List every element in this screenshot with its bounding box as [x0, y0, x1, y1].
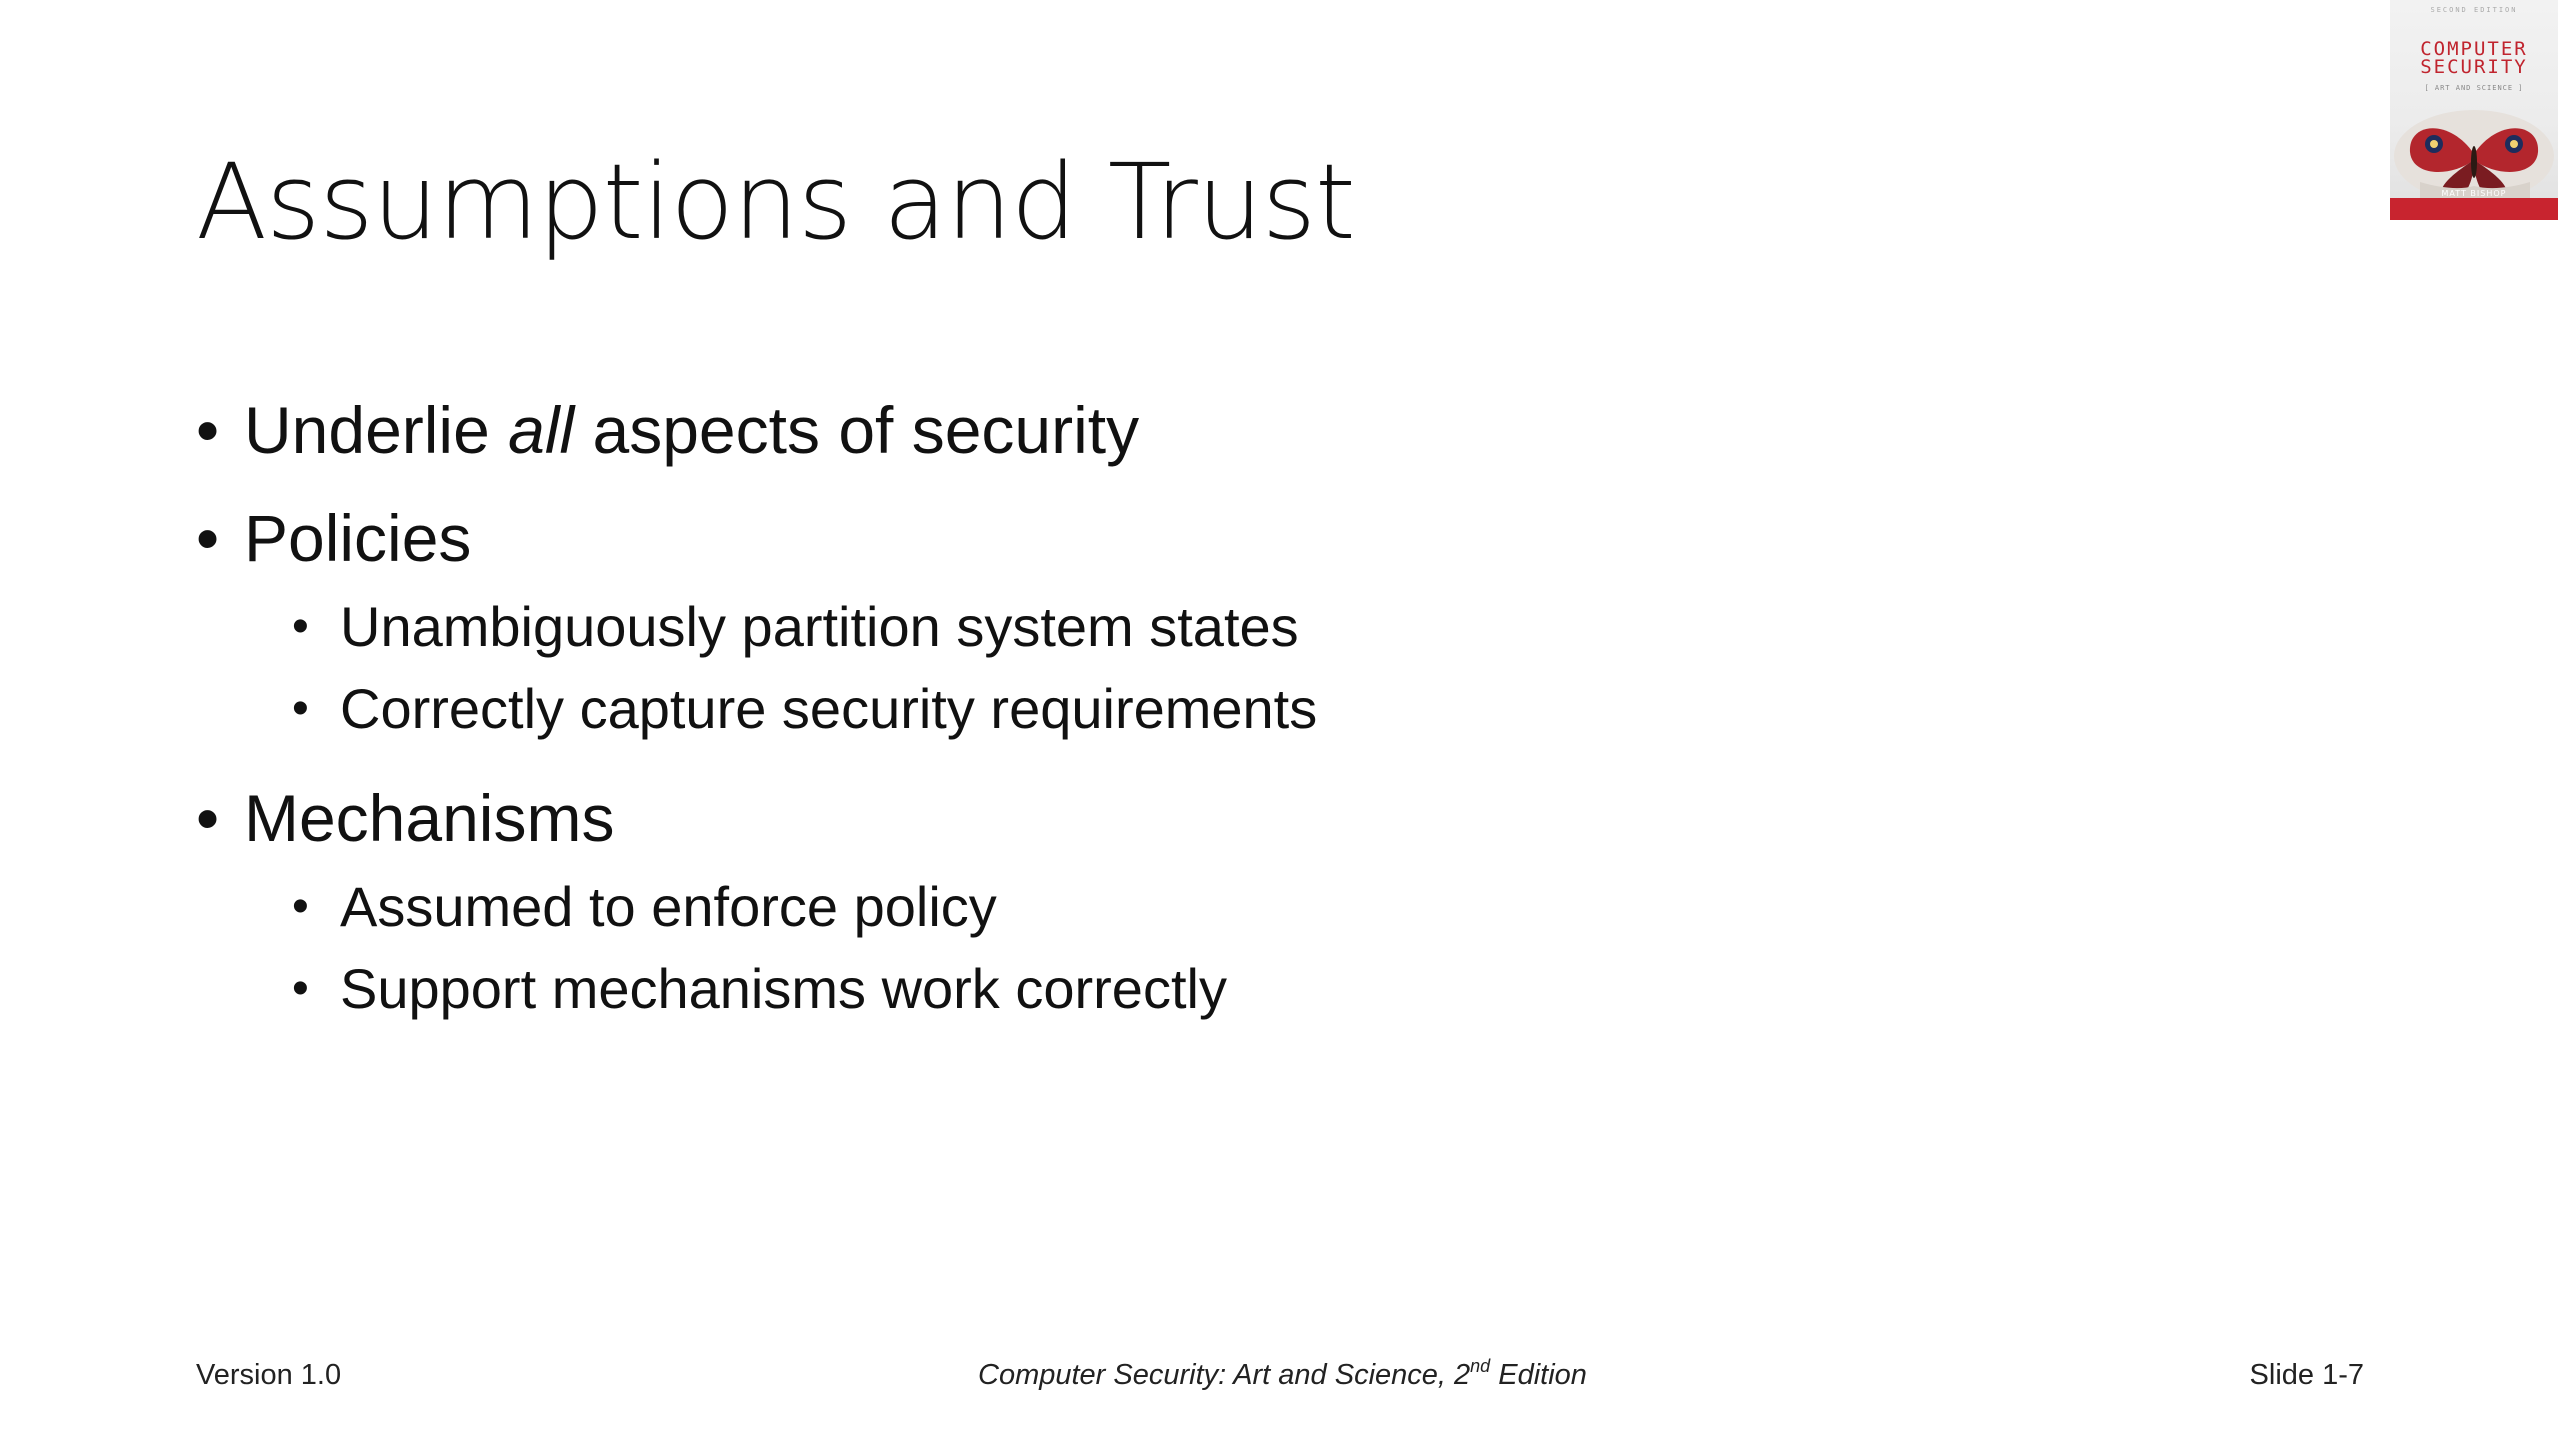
bullet-text: Mechanisms — [244, 781, 615, 855]
sub-bullet-marker: • — [292, 880, 309, 933]
sub-bullet-text: Correctly capture security requirements — [340, 677, 1318, 740]
bullet-list — [196, 390, 1696, 1058]
cover-author: MATT BISHOP — [2441, 189, 2507, 198]
bullet-mechanisms — [196, 778, 1696, 1030]
footer-book-title-tail: Edition — [1490, 1359, 1587, 1391]
sub-bullet-marker: • — [292, 600, 309, 653]
sub-bullet-list — [292, 586, 1696, 750]
sub-bullet-item — [292, 948, 1696, 1030]
footer-version: Version 1.0 — [196, 1359, 342, 1391]
bullet-text: Policies — [244, 501, 472, 575]
sub-bullet-list — [292, 866, 1696, 1030]
cover-title-line1: COMPUTER — [2420, 38, 2528, 60]
sub-bullet-item — [292, 586, 1696, 668]
footer-book-title-sup: nd — [1470, 1356, 1491, 1376]
bullet-policies — [196, 498, 1696, 750]
sub-bullet-text: Assumed to enforce policy — [340, 875, 997, 938]
sub-bullet-text: Unambiguously partition system states — [340, 595, 1299, 658]
cover-edition-line: SECOND EDITION — [2430, 6, 2518, 14]
cover-title-line2: SECURITY — [2420, 56, 2528, 78]
sub-bullet-marker: • — [292, 962, 309, 1015]
sub-bullet-text: Support mechanisms work correctly — [340, 957, 1227, 1020]
book-cover-image — [2390, 0, 2558, 220]
sub-bullet-item — [292, 668, 1696, 750]
bullet-text: Underlie — [244, 393, 509, 467]
bullet-marker: • — [196, 501, 220, 575]
cover-subtitle: [ ART AND SCIENCE ] — [2424, 84, 2524, 92]
bullet-marker: • — [196, 781, 220, 855]
footer-book-title — [978, 1358, 1587, 1393]
bullet-text-tail: aspects of security — [574, 393, 1140, 467]
sub-bullet-item — [292, 866, 1696, 948]
footer-book-title-main: Computer Security: Art and Science, 2 — [978, 1359, 1471, 1391]
footer-slide-number: Slide 1-7 — [2249, 1359, 2364, 1391]
bullet-emphasis: all — [508, 393, 575, 467]
cover-bottom-band — [2390, 198, 2558, 220]
bullet-underlie — [196, 390, 1696, 470]
bullet-marker: • — [196, 393, 220, 467]
slide-title: Assumptions and Trust — [196, 141, 1355, 263]
sub-bullet-marker: • — [292, 682, 309, 735]
